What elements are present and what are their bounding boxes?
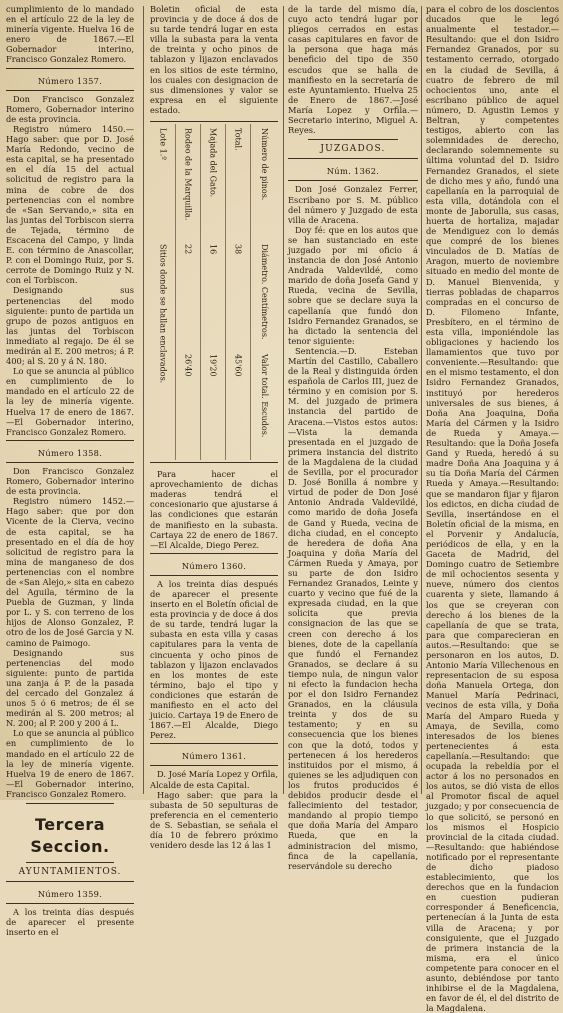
notice-number: Número 1361.: [181, 751, 247, 762]
paragraph: Designando sus pertenencias del modo siguiente: punto de partida un grupo de pozos antiguos en las juntas del Torbiscon inmediato al regajo. De él se medirán al E. 200 metros; á P. 400; al S. 20 y á N. 180.: [6, 285, 134, 367]
notice-number-box: [150, 743, 278, 766]
table-column: [225, 124, 251, 460]
paragraph: de la tarde del mismo día, cuyo acto tendrá lugar por pliegos cerrados en estas casas capitulares en favor de la persona que haga más beneficio del tipo de 350 escudos que se halla de manifiesto en la secretaría de este Ayuntamiento. Huelva 25 de Enero de 1867.—José María Lopez y Orfila.—Secretario interino, Miguel A. Reyes.: [288, 4, 418, 136]
paragraph: Doy fé: que en los autos que se han sustanciado en este juzgado por mi oficio á instancia de don José Antonio Andrada Valdevildé, como marido de doña Josefa Gand y Rueda, vecina de Sevilla, sobre que se declare suya la capellanía que fundó don Isidro Fernandez Granados, se ha dictado la sentencia del tenor siguiente:: [288, 224, 418, 346]
table-header: Majada del Gato.: [208, 128, 218, 198]
notice-heading: D. José María Lopez y Orfila, Alcalde de esta Capital.: [150, 769, 279, 790]
column-rule: [283, 6, 284, 794]
notice-heading: Don José Gonzalez Ferrer, Escribano por S. M. público del número y Juzgado de esta villa de Aracena.: [288, 184, 418, 225]
table-header: Lote 1.º: [158, 128, 168, 161]
paragraph: Registro número 1450.—Hago saber: que por D. José María Redondo, vecino de esta capital, se ha presentado en el día 15 del actual solicitud de registro para la mina de cobre de dos pertenencias con el nombre de «San Servando,» sita en las juntas del Torbiscon sierra de Tejada, término de Escacena del Campo, y linda E. con término de Anascollar, P. con el Domingo Ruiz, por S. cerrote de Domingo Ruiz y N. con el Torbiscon.: [6, 123, 134, 286]
table-cell: 22: [183, 244, 193, 255]
paragraph: Boletin oficial de esta provincia y de doce á dos de su tarde tendrá lugar en esta villa la subasta para la venta de treinta y ocho pinos de tablazon y lijazon enclavados en los sitios de este término, los cuales con designacion de sus dimensiones y valor se expresa en el siguiente estado.: [150, 4, 278, 115]
notice-number: Número 1359.: [37, 889, 103, 900]
notice-number: Número 1360.: [181, 560, 247, 571]
paragraph: Lo que se anuncia al público en cumplimiento de lo mandado en el artículo 22 de la ley de minería vigente. Huelva 17 de enero de 1867.—El Gobernador interino, Francisco Gonzalez Romero.: [6, 366, 134, 437]
table-label: Diámetro. Centímetros.: [260, 244, 269, 340]
column-rule: [421, 6, 422, 794]
column-2: [150, 4, 279, 851]
paragraph: Para hacer el aprovechamiento de dichas maderas tendrá el concesionario que ajustarse á las condiciones que estarán de manifiesto en la subasta. Cartaya 22 de enero de 1867.—El Alcalde, Diego Perez.: [150, 469, 278, 550]
paragraph: cumplimiento de lo mandado en el artículo 22 de la ley de minería vigente. Huelva 16 de enero de 1867.—El Gobernador interino, Francisco Gonzalez Romero.: [6, 4, 134, 65]
table-label: Valor total. Escudos.: [260, 354, 269, 438]
column-rule: [143, 6, 144, 794]
pine-valuation-table: [150, 121, 278, 463]
paragraph: A los treinta días después de aparecer el presente inserto en el Boletín oficial de esta provincia y de doce á dos de su tarde, tendrá lugar la subasta en esta villa y casas capitulares para la venta de cincuenta y ocho pinos de tablazon y lijazon enclavados en los montes de este término, bajo el tipo y condiciones que estarán de manifiesto en el acto del juicio. Cartaya 19 de Enero de 1867.—El Alcalde, Diego Perez.: [150, 578, 278, 741]
table-header: Sitios donde se hallan enclavados.: [158, 244, 168, 384]
notice-number: Núm. 1362.: [326, 166, 380, 177]
notice-number-box: [6, 881, 134, 904]
table-column: [175, 124, 201, 460]
notice-number-box: [6, 68, 134, 91]
table-header: Rodeo de la Marquilla.: [183, 128, 193, 221]
section-subtitle: JUZGADOS.: [320, 144, 386, 155]
column-3: [288, 4, 418, 871]
divider: [26, 862, 114, 863]
divider: [308, 139, 398, 140]
notice-heading: Don Francisco Gonzalez Romero, Gobernador interino de esta provincia.: [6, 93, 134, 124]
table-cell: 16: [208, 244, 218, 255]
column-1: [6, 4, 134, 938]
table-column: [200, 124, 226, 460]
table-cell: 26'40: [183, 354, 193, 377]
paragraph: Lo que se anuncia al público en cumplimiento de lo mandado en el artículo 22 de la ley de minería vigente. Huelva 19 de enero de 1867.—El Gobernador interino, Francisco Gonzalez Romero.: [6, 728, 134, 799]
section-title: Tercera Seccion.: [30, 815, 110, 857]
notice-number-box: [6, 440, 134, 463]
column-4: [426, 4, 559, 1013]
notice-number-box: [150, 553, 278, 576]
table-column: [250, 124, 278, 460]
notice-number: Número 1358.: [37, 447, 103, 458]
notice-heading: Don Francisco Gonzalez Romero, Gobernador interino de esta provincia.: [6, 465, 134, 497]
paragraph: A los treinta días después de aparecer el presente inserto en el: [6, 907, 134, 938]
notice-number-box: [288, 158, 418, 181]
table-header: Total.: [233, 128, 243, 151]
table-cell: 19'20: [208, 354, 218, 377]
paragraph: para el cobro de los doscientos ducados que le legó anualmente el testador.—Resultando: que el don Isidro Fernandez Granados, por su testamento cerrado, otorgado en la ciudad de Sevilla, á cuatro de febrero de mil ochocientos uno, ante el escribano público de aquel número, D. Agustin Lemos y Beltran, y competentes testigos, abierto con las solemnidades de derecho, declarando solemnemente su última voluntad del D. Isidro Fernandez Granados, el siete de dicho mes y año, fundó una capellanía en la parroquial de esta villa, dotándola con el monte de Jaborulla, sus casas, huerta de hortaliza, majadar de Mendiguez con lo demás que compré de los bienes vinculados de D. Matías de Aragon, muerto de noviembre situado en medio del monte de D. Manuel Bienvenida, y tierras pobladas de chaparros compradas en el concurso de D. Filomeno Infante, Presbítero, en el término de esta villa, imponiéndole las obligaciones y haciendo los llamamientos que tuvo por conveniente.—Resultando: que en el mismo testamento, el don Isidro Fernandez Granados, instituyó por herederos universales de sus bienes, á Doña Ana Joaquina, Doña María del Cármen y la Isidro de Rueda y Amaya.—Resultando: que la Doña Josefa Gand y Rueda, heredó á su madre Doña Ana Joaquina y á su tía Doña María del Cármen Rueda y Amaya.—Resultando: que se mandaron fijar y fijaron los edictos, en dicha ciudad de Sevilla, insertándose en el Boletín oficial de la misma, en el Porvenir y Andalucía, periódicos de ella, y en la Gaceta de Madrid, del Domingo cuatro de Setiembre de mil ochocientos sesenta y nueve, número dos cientos cuarenta y siete, llamando á los que se creyeran con derecho á los bienes de la capellanía de que se trata, para que comparecieran en autos.—Resultando: que se personaron en los autos, D. Antonio María Villechenous en representacion de su esposa doña Manuela Ortega, don Manuel María Pedrinaci, vecinos de esta villa, y Doña María del Amparo Rueda y Amaya, de Sevilla, como interesados de los bienes pertenecientes á esta capellanía.—Resultando: que ocupada la rebeldía por el actor á los no personados en los autos, se dió vista de ellos al Promotor fiscal de aquel juzgado; y por consecuencia de lo que solicitó, se personó en los mismos el Hospicio provincial de la citada ciudad.—Resultando: que habiéndose notificado por el representante de dicho piadoso establecimiento, que los derechos que en la fundacion en cuestion pudieran corresponder á Beneficencia, pertenecían á la Junta de esta villa de Aracena; y por consiguiente, que el Juzgado de primera instancia de la misma, era el único competente para conocer en el asunto, debiéndose por tanto inhibirse el de la Magdalena, en favor de él, el del distrito de la Magdalena.: [426, 4, 559, 1013]
paragraph: Hago saber: que para la subasta de 50 sepulturas de preferencia en el cementerio de S. Sebastian, se señala el día 10 de febrero próximo venidero desde las 12 á las 1: [150, 789, 278, 851]
divider: [26, 803, 114, 804]
notice-number: Número 1357.: [37, 75, 103, 86]
paragraph: Designando sus pertenencias del modo siguiente: punto de partida una zanja á P. de la pasada del cercado del Gonzalez á unos 5 ó 6 metros; de él se medirán al S. 200 metros; al N. 200; al P. 200 y 200 á L.: [6, 647, 134, 729]
paragraph: Sentencia.—D. Esteban Martín del Castillo, Caballero de la Real y distinguida órden española de Carlos III, juez de término y en comision por S. M. del juzgado de primera instancia del partido de Aracena.—Vistos estos autos:—Vista la demanda presentada en el juzgado de primera instancia del distrito de la Magdalena de la ciudad de Sevilla, por el procurador D. José Bonilla á nombre y virtud de poder de Don José Antonio Andrada Valdevildé, como marido de doña Josefa de Gand y Rueda, vecina de dicha ciudad, en el concepto de heredera de doña Ana Joaquina y doña María del Cármen Rueda y Amaya, por su parte de don Isidro Fernandez Granados, Leinte y cuarto y vecino que fué de la expresada ciudad, en la que solicita que previa consignacion de las que se creen con derecho á los bienes, dote de la capellanía que fundó el Fernandez Granados, se declare á su tiempo nula, de ningun valor ni efecto la fundacion hecha por el don Isidro Fernandez Granados, en la cláusula treinta y dos de su testamento; y en su consecuencia que los bienes con que la dotó, todos y pertenecen á los herederos instituidos por el mismo, á quienes se les adjudiquen con los frutos producidos é debidos producir desde el fallecimiento del testador, mandando al propio tiempo que doña María del Amparo Rueda, que en la administracion del mismo, finca de la capellanía, reservándole su derecho: [288, 345, 418, 871]
paragraph: Registro número 1452.—Hago saber: que por don Vicente de la Cierva, vecino de esta capital, se ha presentado en el día de hoy solicitud de registro para la mina de manganeso de dos pertenencias con el nombre de «San Alejo,» sita en cabezo del Aguila, término de la Puebla de Guzman, y linda por L. y S. con terreno de los hijos de Alonso Gonzalez, P. otro de los de José Garcia y N. camino de Paimogo.: [6, 496, 134, 648]
section-subtitle: AYUNTAMIENTOS.: [18, 867, 122, 878]
table-column: [150, 124, 176, 460]
table-cell: 45'60: [233, 354, 243, 377]
table-label: Número de pinos.: [260, 128, 269, 201]
table-cell: 38: [233, 244, 243, 255]
